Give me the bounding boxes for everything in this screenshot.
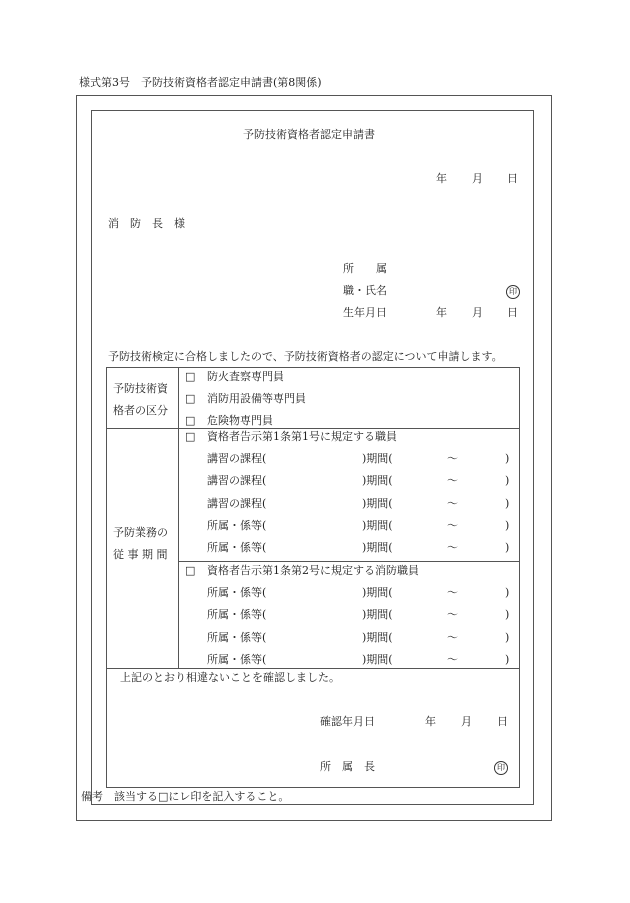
period-close: ) <box>505 474 510 488</box>
period-row-label: 所属・係等( <box>207 630 267 644</box>
period-label: )期間( <box>362 652 393 666</box>
chief-label: 所 属 長 <box>320 760 375 773</box>
date-month: 月 <box>472 172 483 185</box>
period-label: )期間( <box>362 496 393 510</box>
birth-day: 日 <box>507 306 518 319</box>
period-label: )期間( <box>362 630 393 644</box>
period-label: )期間( <box>362 518 393 532</box>
period-tilde: 〜 <box>447 652 458 666</box>
period-row-label: 所属・係等( <box>207 652 267 666</box>
period-tilde: 〜 <box>447 586 458 599</box>
form-title: 予防技術資格者認定申請書 <box>243 128 375 141</box>
period-tilde: 〜 <box>447 630 458 644</box>
period-close: ) <box>505 608 510 622</box>
period-tilde: 〜 <box>447 518 458 532</box>
period-row-label: 所属・係等( <box>207 586 267 599</box>
confirm-month: 月 <box>461 715 472 728</box>
confirmation-date-label: 確認年月日 <box>320 715 375 728</box>
column-divider <box>178 367 179 668</box>
confirmation-text: 上記のとおり相違ないことを確認しました。 <box>120 671 340 684</box>
period-close: ) <box>505 496 510 510</box>
period-tilde: 〜 <box>447 608 458 622</box>
period-label: )期間( <box>362 586 393 599</box>
period-tilde: 〜 <box>447 541 458 555</box>
group-divider <box>178 561 520 562</box>
period-row-label: 所属・係等( <box>207 541 267 555</box>
form-number: 様式第3号 予防技術資格者認定申請書(第8関係) <box>79 76 322 89</box>
row-divider <box>106 668 520 669</box>
birth-year: 年 <box>436 306 447 319</box>
birthdate-label: 生年月日 <box>343 306 387 319</box>
position-name-label: 職・氏名 <box>343 284 387 297</box>
period-label: )期間( <box>362 541 393 555</box>
application-statement: 予防技術検定に合格しましたので、予防技術資格者の認定について申請します。 <box>108 350 503 363</box>
period-row-label: 講習の課程( <box>207 474 267 488</box>
confirm-day: 日 <box>497 715 508 728</box>
period-tilde: 〜 <box>447 496 458 510</box>
period-label: )期間( <box>362 608 393 622</box>
period-header: 予防業務の <box>113 526 168 539</box>
checkbox[interactable]: □ <box>185 370 196 383</box>
group2-title: 資格者告示第1条第2号に規定する消防職員 <box>207 564 419 577</box>
seal-icon: 印 <box>494 761 508 775</box>
row-divider <box>106 428 520 429</box>
period-close: ) <box>505 586 510 599</box>
option-fire-inspection: 防火査察専門員 <box>207 370 284 383</box>
period-row-label: 講習の課程( <box>207 496 267 510</box>
period-close: ) <box>505 630 510 644</box>
period-label: )期間( <box>362 474 393 488</box>
option-equipment: 消防用設備等専門員 <box>207 392 306 405</box>
period-row-label: 所属・係等( <box>207 608 267 622</box>
group1-title: 資格者告示第1条第1号に規定する職員 <box>207 430 397 443</box>
period-tilde: 〜 <box>447 474 458 488</box>
period-row-label: 講習の課程( <box>207 452 267 465</box>
checkbox[interactable]: □ <box>185 392 196 405</box>
checkbox[interactable]: □ <box>185 564 196 577</box>
period-close: ) <box>505 541 510 555</box>
addressee: 消 防 長 様 <box>108 217 185 230</box>
period-close: ) <box>505 518 510 532</box>
note: 備考 該当する□にレ印を記入すること。 <box>81 790 290 803</box>
birth-month: 月 <box>472 306 483 319</box>
date-year: 年 <box>436 172 447 185</box>
seal-icon: 印 <box>506 285 520 299</box>
option-hazardous: 危険物専門員 <box>207 414 273 427</box>
period-close: ) <box>505 652 510 666</box>
category-header: 予防技術資 <box>113 382 168 395</box>
checkbox[interactable]: □ <box>185 414 196 427</box>
period-label: )期間( <box>362 452 393 465</box>
checkbox[interactable]: □ <box>185 430 196 443</box>
period-close: ) <box>505 452 510 465</box>
date-day: 日 <box>507 172 518 185</box>
affiliation-label: 所 属 <box>343 262 387 275</box>
confirm-year: 年 <box>425 715 436 728</box>
category-header-2: 格者の区分 <box>113 404 168 417</box>
period-header-2: 従 事 期 間 <box>113 548 168 561</box>
period-tilde: 〜 <box>447 452 458 465</box>
period-row-label: 所属・係等( <box>207 518 267 532</box>
